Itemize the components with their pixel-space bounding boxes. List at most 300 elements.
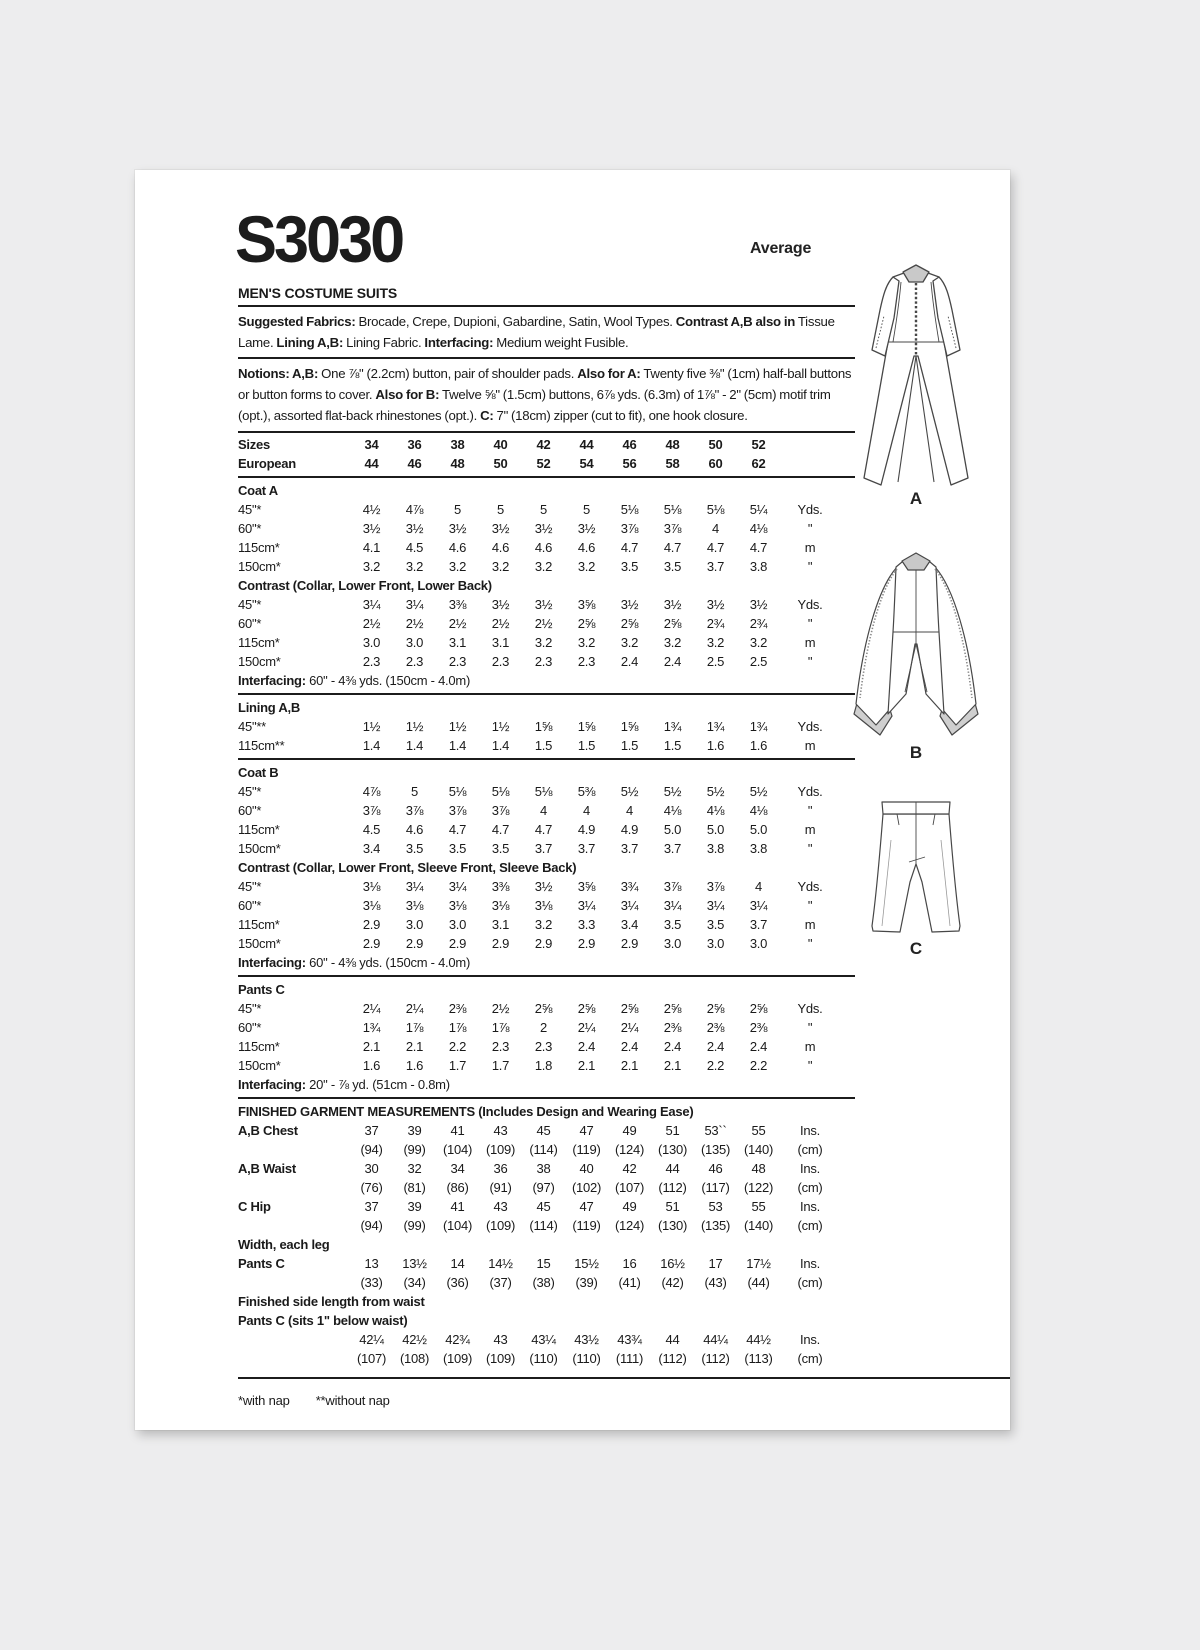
table-value: 2⅝: [620, 616, 639, 631]
table-value: 42¾: [445, 1332, 470, 1347]
table-value: 3⅞: [362, 803, 381, 818]
table-value: 15: [536, 1256, 551, 1271]
table-value: 4⅛: [663, 803, 682, 818]
table-value: (109): [485, 1351, 516, 1366]
text-run: Twenty five ⅜" (1cm) half-ball buttons or button forms to cover.: [238, 366, 852, 402]
table-value: 53``: [704, 1123, 727, 1138]
bottom-rule: [238, 1377, 1010, 1379]
table-value: 4.7: [448, 822, 467, 837]
table-value: 3½: [534, 597, 553, 612]
table-value: (99): [403, 1218, 426, 1233]
table-value: 3¼: [577, 898, 596, 913]
table-value: 3¼: [448, 879, 467, 894]
table-value: 44: [364, 456, 379, 471]
note-label: Interfacing:: [238, 673, 306, 688]
table-value: 3.2: [362, 559, 381, 574]
table-value: 2.4: [620, 654, 639, 669]
text-run: One ⅞" (2.2cm) button, pair of shoulder pads.: [318, 366, 578, 381]
table-value: 3¾: [620, 879, 639, 894]
table-value: (104): [442, 1218, 473, 1233]
without-nap-note: **without nap: [315, 1393, 390, 1408]
section-label: Pants C: [238, 982, 285, 997]
table-value: 3.5: [663, 559, 682, 574]
table-value: 3½: [534, 879, 553, 894]
table-value: 43: [493, 1199, 508, 1214]
section-label: Width, each leg: [238, 1237, 330, 1252]
unit-label: Yds.: [797, 502, 823, 517]
table-value: (94): [360, 1142, 383, 1157]
table-value: 2.3: [448, 654, 467, 669]
table-value: 2¾: [749, 616, 768, 631]
unit-label: ": [807, 1020, 813, 1035]
table-value: 3½: [577, 521, 596, 536]
table-value: 2½: [448, 616, 467, 631]
table-row: [238, 1330, 855, 1349]
section-label: Contrast (Collar, Lower Front, Sleeve Front, Sleeve Back): [238, 860, 577, 875]
row-label: 45"**: [238, 719, 266, 734]
bold-run: Notions: A,B:: [238, 366, 319, 381]
table-value: 5½: [749, 784, 768, 799]
table-value: 3½: [663, 597, 682, 612]
unit-label: ": [807, 898, 813, 913]
unit-label: m: [804, 1039, 816, 1054]
row-label: [238, 1216, 350, 1235]
table-value: 44: [665, 1161, 680, 1176]
table-row: [238, 858, 855, 877]
table-value: 3.2: [706, 635, 725, 650]
table-value: 2.3: [534, 654, 553, 669]
table-row: [238, 576, 855, 595]
table-value: 2.3: [577, 654, 596, 669]
table-value: 58: [665, 456, 680, 471]
table-value: 16: [622, 1256, 637, 1271]
note-text: 60" - 4⅜ yds. (150cm - 4.0m): [305, 673, 471, 688]
unit-label: m: [804, 635, 816, 650]
table-value: 37: [364, 1199, 379, 1214]
table-value: 4.5: [362, 822, 381, 837]
coat-a-back-view: [828, 260, 1004, 508]
unit-label: m: [804, 738, 816, 753]
table-value: 2⅝: [663, 1001, 682, 1016]
table-value: 3.0: [405, 635, 424, 650]
row-label: 60"*: [238, 521, 262, 536]
table-row: [238, 717, 855, 736]
table-value: 52: [751, 437, 766, 452]
table-value: 2¼: [577, 1020, 596, 1035]
row-label: Sizes: [238, 437, 270, 452]
table-value: (42): [661, 1275, 684, 1290]
with-nap-note: *with nap: [238, 1393, 290, 1408]
table-value: 1½: [405, 719, 424, 734]
table-value: (104): [442, 1142, 473, 1157]
table-value: (124): [614, 1218, 645, 1233]
table-value: 13½: [402, 1256, 427, 1271]
table-value: 1¾: [749, 719, 768, 734]
table-value: 3.5: [706, 917, 725, 932]
table-value: (111): [615, 1351, 644, 1366]
table-value: (124): [614, 1142, 645, 1157]
table-row: [238, 1075, 855, 1099]
table-value: 38: [536, 1161, 551, 1176]
nap-footnote: [238, 1393, 855, 1408]
table-value: 2.1: [362, 1039, 381, 1054]
row-label: C Hip: [238, 1199, 271, 1214]
table-value: (114): [529, 1218, 558, 1233]
table-value: (110): [529, 1351, 558, 1366]
table-value: 47: [579, 1199, 594, 1214]
table-value: (112): [658, 1180, 687, 1195]
table-value: 2¼: [362, 1001, 381, 1016]
table-value: (140): [743, 1218, 774, 1233]
table-value: 42¼: [359, 1332, 384, 1347]
table-value: 3½: [706, 597, 725, 612]
table-value: (86): [446, 1180, 469, 1195]
table-value: 3.4: [362, 841, 381, 856]
table-value: 42: [536, 437, 551, 452]
table-value: 43½: [574, 1332, 599, 1347]
table-value: 3½: [491, 521, 510, 536]
table-value: 2⅝: [663, 616, 682, 631]
table-row: [238, 538, 855, 557]
unit-label: (cm): [797, 1351, 823, 1366]
table-value: 3.0: [362, 635, 381, 650]
row-label: 150cm*: [238, 654, 281, 669]
table-value: 3.0: [663, 936, 682, 951]
table-value: 3.0: [749, 936, 768, 951]
table-value: (109): [442, 1351, 473, 1366]
table-value: 47: [579, 1123, 594, 1138]
table-value: 3.7: [534, 841, 553, 856]
table-value: 2.9: [362, 917, 381, 932]
table-value: 2.9: [491, 936, 510, 951]
table-row: [238, 915, 855, 934]
table-value: 13: [364, 1256, 379, 1271]
table-value: 5½: [663, 784, 682, 799]
unit-label: Yds.: [797, 879, 823, 894]
table-value: 44¼: [703, 1332, 728, 1347]
table-value: 3.0: [448, 917, 467, 932]
table-value: 3¼: [663, 898, 682, 913]
table-value: 4.7: [749, 540, 768, 555]
table-value: 2: [540, 1020, 547, 1035]
table-value: 38: [450, 437, 465, 452]
table-row: [238, 1140, 855, 1159]
table-value: 3.2: [534, 559, 553, 574]
table-value: 36: [493, 1161, 508, 1176]
table-value: 55: [751, 1123, 766, 1138]
table-value: 2.9: [620, 936, 639, 951]
note-label: Interfacing:: [238, 955, 306, 970]
table-value: 2⅝: [620, 1001, 639, 1016]
table-value: 2.9: [534, 936, 553, 951]
row-label: [238, 1273, 350, 1292]
table-value: 2⅝: [706, 1001, 725, 1016]
table-value: (122): [743, 1180, 774, 1195]
table-value: 3¼: [620, 898, 639, 913]
table-value: (114): [529, 1142, 558, 1157]
table-value: 43¼: [531, 1332, 556, 1347]
section-label: Lining A,B: [238, 700, 301, 715]
table-value: (33): [360, 1275, 383, 1290]
unit-label: (cm): [797, 1275, 823, 1290]
table-row: [238, 980, 855, 999]
table-value: 2¼: [620, 1020, 639, 1035]
table-value: 3⅛: [534, 898, 553, 913]
table-row: [238, 896, 855, 915]
table-value: 3½: [448, 521, 467, 536]
table-value: 51: [665, 1199, 680, 1214]
table-row: [238, 736, 855, 760]
row-label: [238, 1349, 350, 1368]
table-value: 2.4: [663, 654, 682, 669]
table-value: 5⅛: [534, 784, 553, 799]
table-value: 4.7: [663, 540, 682, 555]
table-value: 4: [626, 803, 633, 818]
table-value: 42½: [402, 1332, 427, 1347]
unit-label: ": [807, 936, 813, 951]
table-value: 3.8: [749, 841, 768, 856]
table-row: [238, 801, 855, 820]
table-value: 2.2: [749, 1058, 768, 1073]
table-value: 1½: [362, 719, 381, 734]
table-value: 3.7: [706, 559, 725, 574]
table-value: 5: [497, 502, 504, 517]
table-value: 4.7: [706, 540, 725, 555]
row-label: Pants C: [238, 1256, 285, 1271]
unit-label: ": [807, 841, 813, 856]
table-value: 2.9: [362, 936, 381, 951]
table-value: 48: [751, 1161, 766, 1176]
table-value: 2⅝: [749, 1001, 768, 1016]
table-value: (43): [704, 1275, 727, 1290]
table-value: 3⅞: [706, 879, 725, 894]
table-row: [238, 595, 855, 614]
table-value: 2⅝: [534, 1001, 553, 1016]
figure-label-a: A: [909, 489, 923, 508]
table-value: 4⅛: [749, 803, 768, 818]
table-value: 3.2: [491, 559, 510, 574]
interfacing-note: [238, 1075, 840, 1094]
table-value: 39: [407, 1123, 422, 1138]
text-run: Lining Fabric.: [343, 335, 425, 350]
table-value: (99): [403, 1142, 426, 1157]
table-value: 5: [540, 502, 547, 517]
table-value: 3⅛: [405, 898, 424, 913]
table-value: (37): [489, 1275, 512, 1290]
row-label: 60"*: [238, 803, 262, 818]
table-value: 4.1: [362, 540, 381, 555]
table-value: 4.9: [620, 822, 639, 837]
table-value: 4.6: [491, 540, 510, 555]
table-value: 3⅝: [577, 879, 596, 894]
table-row: [238, 953, 855, 977]
table-value: 4: [540, 803, 547, 818]
table-value: (135): [700, 1218, 731, 1233]
table-row: [238, 877, 855, 896]
table-value: (102): [571, 1180, 602, 1195]
table-value: 62: [751, 456, 766, 471]
table-value: 40: [493, 437, 508, 452]
table-value: 53: [708, 1199, 723, 1214]
section-label: Finished side length from waist: [238, 1294, 425, 1309]
table-value: 14: [450, 1256, 465, 1271]
table-value: 3¼: [405, 597, 424, 612]
table-row: [238, 782, 855, 801]
fabrics-paragraph: [238, 307, 855, 359]
table-value: 45: [536, 1199, 551, 1214]
table-row: [238, 500, 855, 519]
table-value: 3.0: [405, 917, 424, 932]
table-value: 1½: [491, 719, 510, 734]
table-value: 3⅞: [491, 803, 510, 818]
row-label: 60"*: [238, 616, 262, 631]
table-value: 3.2: [405, 559, 424, 574]
table-value: 3½: [491, 597, 510, 612]
bold-run: Also for B:: [375, 387, 440, 402]
table-value: 3.5: [620, 559, 639, 574]
row-label: 115cm*: [238, 540, 280, 555]
table-row: [238, 671, 855, 695]
coat-a-line-art: [830, 260, 1002, 488]
unit-label: m: [804, 917, 816, 932]
table-value: 3⅝: [577, 597, 596, 612]
table-value: 2.4: [749, 1039, 768, 1054]
row-label: European: [238, 456, 296, 471]
table-row: [238, 435, 855, 454]
table-value: 2¾: [706, 616, 725, 631]
row-label: 45"*: [238, 597, 262, 612]
table-value: (117): [701, 1180, 730, 1195]
table-row: [238, 934, 855, 953]
table-value: 1¾: [362, 1020, 381, 1035]
table-value: 1⅞: [448, 1020, 467, 1035]
table-value: 39: [407, 1199, 422, 1214]
table-value: 40: [579, 1161, 594, 1176]
figure-label-b: B: [909, 743, 923, 762]
table-value: 2.4: [620, 1039, 639, 1054]
table-value: 3.7: [663, 841, 682, 856]
table-value: 1.6: [749, 738, 768, 753]
table-value: 50: [708, 437, 723, 452]
table-value: 3⅞: [405, 803, 424, 818]
table-value: (81): [403, 1180, 426, 1195]
table-value: 3⅜: [491, 879, 510, 894]
table-value: 4⅛: [749, 521, 768, 536]
table-value: 37: [364, 1123, 379, 1138]
table-value: 2.2: [448, 1039, 467, 1054]
table-value: 2⅝: [577, 616, 596, 631]
table-value: 5⅛: [620, 502, 639, 517]
table-row: [238, 633, 855, 652]
table-value: 3.7: [749, 917, 768, 932]
table-value: 3½: [362, 521, 381, 536]
table-value: 1.4: [448, 738, 467, 753]
table-row: [238, 1121, 855, 1140]
table-value: 3.2: [534, 635, 553, 650]
table-value: 3.2: [577, 559, 596, 574]
table-value: (36): [446, 1275, 469, 1290]
table-row: [238, 820, 855, 839]
table-value: 1.4: [491, 738, 510, 753]
table-value: (113): [744, 1351, 773, 1366]
table-row: [238, 1235, 855, 1254]
table-value: 16½: [660, 1256, 685, 1271]
table-value: 2½: [491, 616, 510, 631]
row-label: 115cm*: [238, 635, 280, 650]
pants-c-back-view: [828, 792, 1004, 958]
table-value: (109): [485, 1218, 516, 1233]
table-value: 3.0: [706, 936, 725, 951]
unit-label: Yds.: [797, 597, 823, 612]
table-value: 2½: [362, 616, 381, 631]
table-value: 3¼: [749, 898, 768, 913]
unit-label: m: [804, 822, 816, 837]
coat-b-line-art: [830, 542, 1002, 742]
table-value: 5.0: [706, 822, 725, 837]
table-value: 4⅛: [706, 803, 725, 818]
table-row: [238, 1273, 855, 1292]
table-value: 46: [622, 437, 637, 452]
table-value: 4⅞: [405, 502, 424, 517]
table-value: 3.3: [577, 917, 596, 932]
table-row: [238, 1018, 855, 1037]
table-value: 48: [450, 456, 465, 471]
row-label: 150cm*: [238, 559, 281, 574]
table-value: 3½: [405, 521, 424, 536]
table-value: 3.5: [491, 841, 510, 856]
table-value: 3½: [534, 521, 553, 536]
interfacing-note: [238, 671, 840, 690]
table-value: (44): [747, 1275, 770, 1290]
table-value: 1.5: [663, 738, 682, 753]
unit-label: ": [807, 616, 813, 631]
table-value: 34: [364, 437, 379, 452]
table-value: 5: [411, 784, 418, 799]
table-row: [238, 454, 855, 478]
row-label: 115cm*: [238, 917, 280, 932]
table-value: 3.1: [491, 917, 510, 932]
table-value: (91): [489, 1180, 512, 1195]
garment-illustrations: [828, 260, 1004, 958]
table-value: 1.6: [706, 738, 725, 753]
table-value: 5⅛: [448, 784, 467, 799]
table-value: 56: [622, 456, 637, 471]
table-value: 4.6: [577, 540, 596, 555]
table-value: 2.4: [706, 1039, 725, 1054]
table-value: 32: [407, 1161, 422, 1176]
table-value: 48: [665, 437, 680, 452]
pattern-envelope-back: [135, 170, 1010, 1430]
row-label: 45"*: [238, 879, 262, 894]
row-label: A,B Chest: [238, 1123, 298, 1138]
table-row: [238, 519, 855, 538]
table-value: 5⅛: [491, 784, 510, 799]
unit-label: m: [804, 540, 816, 555]
bold-run: Interfacing:: [424, 335, 494, 350]
table-value: 2.2: [706, 1058, 725, 1073]
interfacing-note: [238, 953, 840, 972]
table-value: 2½: [534, 616, 553, 631]
table-value: 2.9: [577, 936, 596, 951]
table-row: [238, 557, 855, 576]
table-value: 2¼: [405, 1001, 424, 1016]
table-value: 2⅜: [749, 1020, 768, 1035]
table-value: (109): [485, 1142, 516, 1157]
text-run: Brocade, Crepe, Dupioni, Gabardine, Satin, Wool Types.: [355, 314, 676, 329]
table-value: 44½: [746, 1332, 771, 1347]
table-value: 2.5: [706, 654, 725, 669]
table-value: 43: [493, 1332, 508, 1347]
